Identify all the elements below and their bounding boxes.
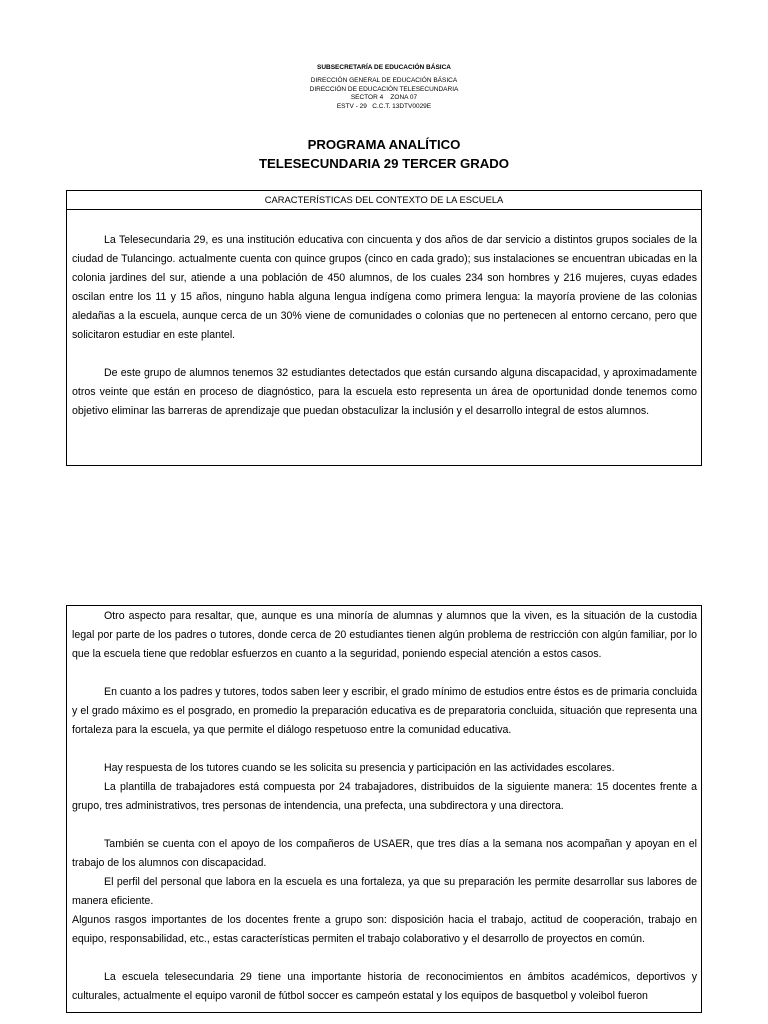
paragraph: Otro aspecto para resaltar, que, aunque es una minoría de alumnas y alumnos que la viven, es la situación de la custodia legal por parte de los padres o tutores, donde cerca de 20 estudiantes tienen algún problema de restricción con algún familiar, por lo que la escuela tiene que redoblar esfuerzos en cuanto a la seguridad, poniendo especial atención a estos casos. (72, 610, 697, 660)
paragraph: También se cuenta con el apoyo de los compañeros de USAER, que tres días a la semana nos acompañan y apoyan en el trabajo de los alumnos con discapacidad. (72, 838, 697, 869)
context-continuation-body (67, 606, 701, 1006)
paragraph: Hay respuesta de los tutores cuando se les solicita su presencia y participación en las actividades escolares. (104, 762, 615, 774)
paragraph: El perfil del personal que labora en la escuela es una fortaleza, ya que su preparación les permite desarrollar sus labores de manera eficiente. (72, 876, 697, 907)
paragraph: La escuela telesecundaria 29 tiene una importante historia de reconocimientos en ámbitos académicos, deportivos y culturales, actualmente el equipo varonil de fútbol soccer es campeón estatal y los equipos de basquetbol y voleibol fueron (72, 971, 697, 1002)
header-cct: ESTV - 29 C.C.T. 13DTV0029E (336, 102, 432, 110)
paragraph: En cuanto a los padres y tutores, todos saben leer y escribir, el grado mínimo de estudios entre éstos es de primaria concluida y el grado máximo es el posgrado, en promedio la preparación educativa es de preparatoria concluida, situación que representa una fortaleza para la escuela, ya que permite el diálogo respetuoso entre la comunidad educativa. (72, 686, 697, 736)
document-title (0, 135, 768, 173)
context-section-heading: CARACTERÍSTICAS DEL CONTEXTO DE LA ESCUELA (67, 191, 701, 210)
context-section-body (67, 210, 701, 421)
header-sector-zona: SECTOR 4 ZONA 07 (350, 94, 418, 102)
paragraph: De este grupo de alumnos tenemos 32 estudiantes detectados que están cursando alguna discapacidad, y aproximadamente otros veinte que están en proceso de diagnóstico, para la escuela esto representa un área de oportunidad donde tenemos como objetivo eliminar las barreras de aprendizaje que puedan obstaculizar la inclusión y el desarrollo integral de estos alumnos. (72, 367, 697, 417)
paragraph: La Telesecundaria 29, es una institución educativa con cincuenta y dos años de dar servicio a distintos grupos sociales de la ciudad de Tulancingo. actualmente cuenta con quince grupos (cinco en cada grado); sus instalaciones se encuentran ubicadas en la colonia jardines del sur, atiende a una población de 450 alumnos, de los cuales 234 son hombres y 216 mujeres, cuyas edades oscilan entre los 11 y 15 años, ninguno habla alguna lengua indígena como primera lengua: la mayoría proviene de las colonias aledañas a la escuela, aunque cerca de un 30% viene de comunidades o colonias que no pertenecen al entorno cercano, pero que solicitaron estudiar en este plantel. (72, 234, 697, 341)
title-line-2: TELESECUNDARIA 29 TERCER GRADO (258, 156, 510, 171)
context-section-box (66, 190, 702, 466)
paragraph: La plantilla de trabajadores está compuesta por 24 trabajadores, distribuidos de la siguiente manera: 15 docentes frente a grupo, tres administrativos, tres personas de intendencia, una prefecta, una subdirectora y una directora. (72, 781, 697, 812)
paragraph: Algunos rasgos importantes de los docentes frente a grupo son: disposición hacia el trabajo, actitud de cooperación, trabajo en equipo, responsabilidad, etc., estas características permiten el trabajo colaborativo y el desarrollo de proyectos en común. (72, 914, 697, 945)
context-continuation-box (66, 605, 702, 1013)
header-subsecretaria: SUBSECRETARÍA DE EDUCACIÓN BÁSICA (317, 64, 451, 71)
header-direccion-telesecundaria: DIRECCIÓN DE EDUCACIÓN TELESECUNDARIA (309, 85, 459, 93)
header-direccion-general: DIRECCIÓN GENERAL DE EDUCACIÓN BÁSICA (310, 77, 458, 85)
title-line-1: PROGRAMA ANALÍTICO (307, 137, 461, 152)
document-header (0, 64, 768, 111)
